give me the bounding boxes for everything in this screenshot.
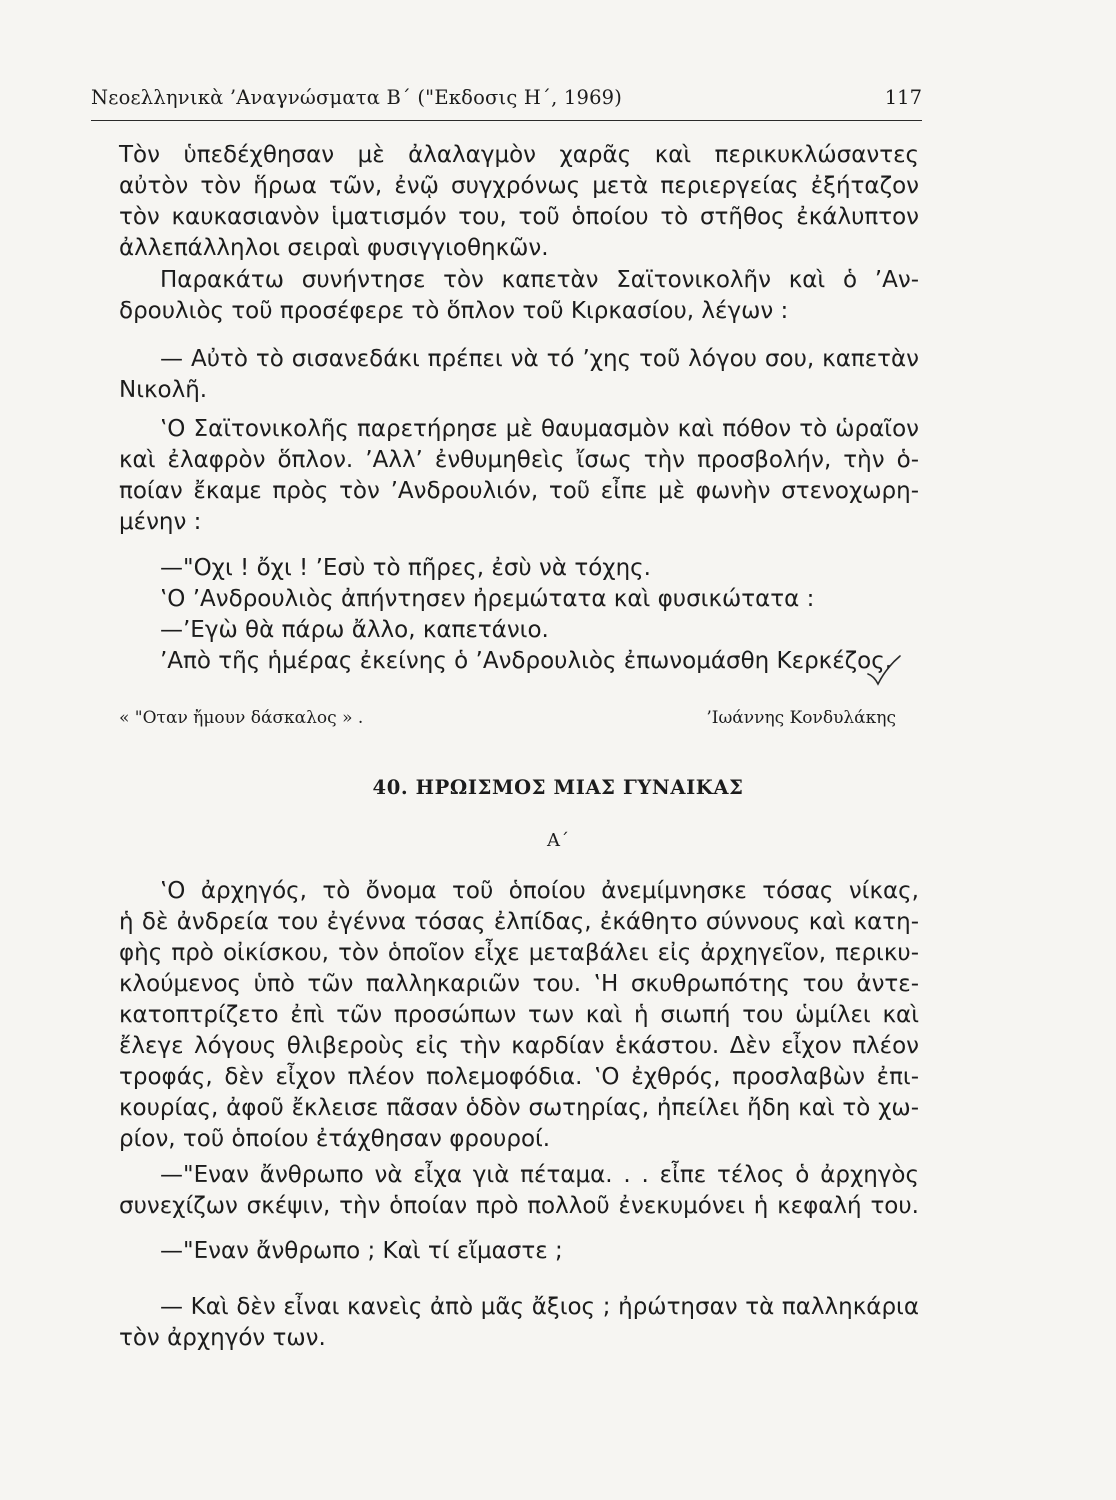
text-line: ἀλλεπάλληλοι σειραὶ φυσιγγιοθηκῶν. — [119, 235, 549, 261]
text-line: κουρίας, ἀφοῦ ἔκλεισε πᾶσαν ὁδὸν σωτηρίας, ἠπείλει ἤδη καὶ τὸ χω- — [119, 1095, 919, 1121]
text-line: ἡ δὲ ἀνδρεία του ἐγέννα τόσας ἐλπίδας, ἐκάθητο σύννους καὶ κατη- — [119, 909, 919, 935]
attribution-source: « "Οταν ἤμουν δάσκαλος » . — [119, 708, 364, 728]
paragraph-7 — [160, 615, 960, 646]
text-line: ‛Ο ἀρχηγός, τὸ ὄνομα τοῦ ὁποίου ἀνεμίμνησκε τόσας νίκας, — [160, 878, 919, 904]
subsection-heading: Α΄ — [547, 830, 569, 851]
text-line: τροφάς, δὲν εἶχον πλέον πολεμοφόδια. ‛Ο ἐχθρός, προσλαβὼν ἐπι- — [119, 1064, 919, 1090]
paragraph-8 — [160, 646, 960, 677]
text-line: ποίαν ἔκαμε πρὸς τὸν ’Ανδρουλιόν, τοῦ εἶπε μὲ φωνὴν στενοχωρη- — [119, 478, 919, 504]
text-line: — Αὐτὸ τὸ σισανεδάκι πρέπει νὰ τό ’χης τοῦ λόγου σου, καπετὰν — [160, 346, 919, 372]
paragraph-12 — [119, 1292, 919, 1354]
paragraph-3 — [119, 344, 919, 406]
text-line: Νικολῆ. — [119, 377, 208, 403]
text-line: ρίον, τοῦ ὁποίου ἐτάχθησαν φρουροί. — [119, 1126, 551, 1152]
paragraph-9 — [119, 876, 919, 1155]
text-line: φὴς πρὸ οἰκίσκου, τὸν ὁποῖον εἶχε μεταβάλει εἰς ἀρχηγεῖον, περικυ- — [119, 940, 919, 966]
text-line: Παρακάτω συνήντησε τὸν καπετὰν Σαϊτονικολῆν καὶ ὁ ’Αν- — [160, 267, 919, 293]
paragraph-4 — [119, 414, 919, 538]
book-title: Νεοελληνικὰ ’Αναγνώσματα Β΄ ("Εκδοσις Η΄, 1969) — [91, 86, 623, 109]
text-line: ‛Ο Σαϊτονικολῆς παρετήρησε μὲ θαυμασμὸν καὶ πόθον τὸ ὡραῖον — [160, 416, 919, 442]
attribution-author: ’Ιωάννης Κονδυλάκης — [706, 708, 896, 728]
text-line: τὸν ἀρχηγόν των. — [119, 1325, 326, 1351]
handwritten-check-mark-icon — [866, 654, 902, 688]
text-line: ’Απὸ τῆς ἡμέρας ἐκείνης ὁ ’Ανδρουλιὸς ἐπωνομάσθη Κερκέζος. — [160, 648, 893, 674]
text-line: τὸν καυκασιανὸν ἱματισμόν του, τοῦ ὁποίου τὸ στῆθος ἐκάλυπτον — [119, 204, 919, 230]
text-line: —"Οχι ! ὄχι ! ’Εσὺ τὸ πῆρες, ἐσὺ νὰ τόχης. — [160, 555, 651, 581]
page-header — [91, 74, 922, 121]
text-line: δρουλιὸς τοῦ προσέφερε τὸ ὅπλον τοῦ Κιρκασίου, λέγων : — [119, 298, 789, 324]
page-number: 117 — [884, 86, 922, 109]
text-line: —’Εγὼ θὰ πάρω ἄλλο, καπετάνιο. — [160, 617, 549, 643]
paragraph-10 — [119, 1160, 919, 1222]
text-line: κλούμενος ὑπὸ τῶν παλληκαριῶν του. ‛Η σκυθρωπότης του ἀντε- — [119, 971, 919, 997]
text-line: ‛Ο ’Ανδρουλιὸς ἀπήντησεν ἠρεμώτατα καὶ φυσικώτατα : — [160, 586, 815, 612]
paragraph-5 — [160, 553, 960, 584]
text-line: — Καὶ δὲν εἶναι κανεὶς ἀπὸ μᾶς ἄξιος ; ἠρώτησαν τὰ παλληκάρια — [160, 1294, 919, 1320]
paragraph-6 — [160, 584, 960, 615]
text-line: συνεχίζων σκέψιν, τὴν ὁποίαν πρὸ πολλοῦ ἐνεκυμόνει ἡ κεφαλή του. — [119, 1193, 919, 1219]
paragraph-1 — [119, 140, 919, 264]
text-line: μένην : — [119, 509, 202, 535]
text-line: αὐτὸν τὸν ἥρωα τῶν, ἐνῷ συγχρόνως μετὰ περιεργείας ἐξήταζον — [119, 173, 919, 199]
section-title: 40. ΗΡΩΙΣΜΟΣ ΜΙΑΣ ΓΥΝΑΙΚΑΣ — [372, 776, 744, 799]
text-line: —"Εναν ἄνθρωπο ; Καὶ τί εἴμαστε ; — [160, 1238, 563, 1264]
text-line: ἔλεγε λόγους θλιβεροὺς εἰς τὴν καρδίαν ἑκάστου. Δὲν εἶχον πλέον — [119, 1033, 919, 1059]
text-line: Τὸν ὑπεδέχθησαν μὲ ἀλαλαγμὸν χαρᾶς καὶ περικυκλώσαντες — [119, 142, 919, 168]
paragraph-2 — [119, 265, 919, 327]
text-line: —"Εναν ἄνθρωπο νὰ εἶχα γιὰ πέταμα. . . εἶπε τέλος ὁ ἀρχηγὸς — [160, 1162, 919, 1188]
text-line: κατοπτρίζετο ἐπὶ τῶν προσώπων των καὶ ἡ σιωπή του ὡμίλει καὶ — [119, 1002, 919, 1028]
paragraph-11 — [160, 1236, 960, 1267]
text-line: καὶ ἐλαφρὸν ὅπλον. ’Αλλ’ ἐνθυμηθεὶς ἴσως τὴν προσβολήν, τὴν ὁ- — [119, 447, 919, 473]
